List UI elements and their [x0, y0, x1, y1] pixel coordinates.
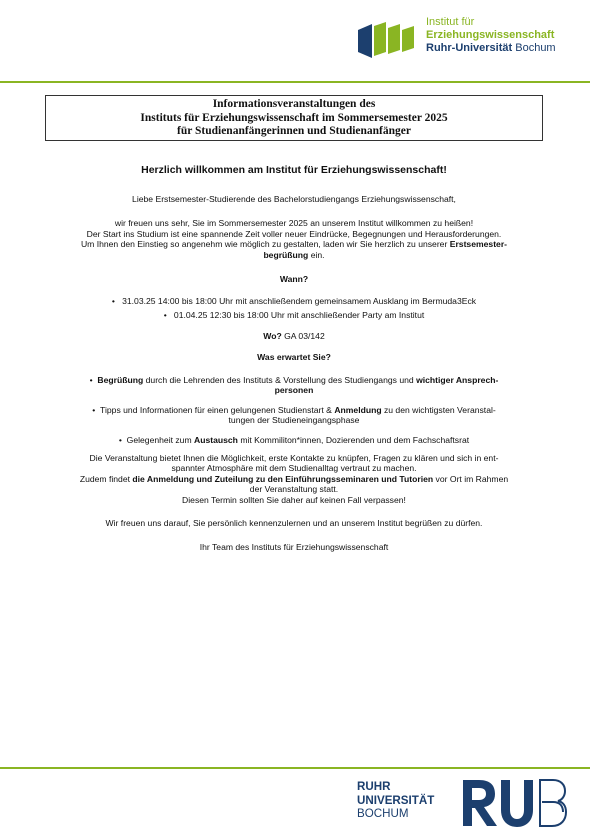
intro-line3: Um Ihnen den Einstieg so angenehm wie möglich zu gestalten, laden wir Sie herzlich zu unserer Erstsemester- — [80, 239, 508, 250]
wordmark-line3: BOCHUM — [357, 807, 409, 820]
institute-logo — [356, 16, 578, 66]
title-line1: Informationsveranstaltungen des — [212, 98, 376, 110]
when-heading: Wann? — [279, 273, 309, 284]
intro-line1: wir freuen uns sehr, Sie im Sommersemester 2025 an unserem Institut willkommen zu heißen! — [114, 218, 474, 229]
logo-text-line3: Ruhr-Universität Bochum — [426, 42, 556, 54]
university-wordmark — [357, 780, 447, 821]
footer-divider — [0, 767, 590, 769]
closing-line4: der Veranstaltung statt. — [249, 484, 339, 495]
wordmark-line2: UNIVERSITÄT — [357, 793, 435, 807]
rub-logo-icon — [461, 776, 567, 830]
intro-line2: Der Start ins Studium ist eine spannende Zeit voller neuer Eindrücke, Begegnungen und Herausforderungen. — [86, 228, 502, 239]
header-divider — [0, 81, 590, 83]
signature: Ihr Team des Instituts für Erziehungswissenschaft — [199, 542, 389, 553]
expect-heading: Was erwartet Sie? — [257, 351, 331, 362]
title-line2: Instituts für Erziehungswissenschaft im Sommersemester 2025 — [140, 111, 448, 124]
logo-text-line1: Institut für — [426, 16, 475, 28]
expect-item-2: • Tipps und Informationen für einen gelungenen Studienstart & Anmeldung zu den wichtigsten Veranstal- — [92, 404, 496, 415]
intro-line4: begrüßung ein. — [263, 249, 325, 260]
closing-line2: spannter Atmosphäre mit dem Studienalltag vertraut zu machen. — [171, 463, 417, 474]
salutation: Liebe Erstsemester-Studierende des Bachelorstudiengangs Erziehungswissenschaft, — [132, 193, 456, 204]
welcome-heading: Herzlich willkommen am Institut für Erziehungswissenschaft! — [141, 164, 447, 176]
document-title-box — [45, 95, 543, 141]
location: Wo? GA 03/142 — [263, 331, 325, 342]
farewell: Wir freuen uns darauf, Sie persönlich kennenzulernen und an unserem Institut begrüßen zu dürfen. — [105, 518, 483, 529]
date-item-2: • 01.04.25 12:30 bis 18:00 Uhr mit anschließender Party am Institut — [163, 309, 425, 320]
institute-logo-icon — [356, 18, 418, 62]
expect-item-1: • Begrüßung durch die Lehrenden des Instituts & Vorstellung des Studiengangs und wichtiger Ansprech- — [89, 374, 499, 385]
document-body — [45, 165, 543, 553]
title-line3: für Studienanfängerinnen und Studienanfänger — [176, 125, 411, 137]
date-item-1: • 31.03.25 14:00 bis 18:00 Uhr mit anschließendem gemeinsamem Ausklang im Bermuda3Eck — [111, 296, 477, 307]
expect-item-3: • Gelegenheit zum Austausch mit Kommiliton*innen, Dozierenden und dem Fachschaftsrat — [118, 434, 470, 445]
closing-line3: Zudem findet die Anmeldung und Zuteilung zu den Einführungsseminaren und Tutorien vor Ort im Rahmen — [79, 473, 509, 484]
logo-text-line2: Erziehungswissenschaft — [426, 29, 555, 41]
expect-item-2-cont: tungen der Studieneingangsphase — [228, 415, 360, 426]
wordmark-line1: RUHR — [357, 780, 391, 793]
closing-line1: Die Veranstaltung bietet Ihnen die Möglichkeit, erste Kontakte zu knüpfen, Fragen zu klären und sich in ent- — [89, 452, 499, 463]
expect-item-1-cont: personen — [274, 385, 314, 396]
closing-line5: Diesen Termin sollten Sie daher auf keinen Fall verpassen! — [182, 494, 406, 505]
